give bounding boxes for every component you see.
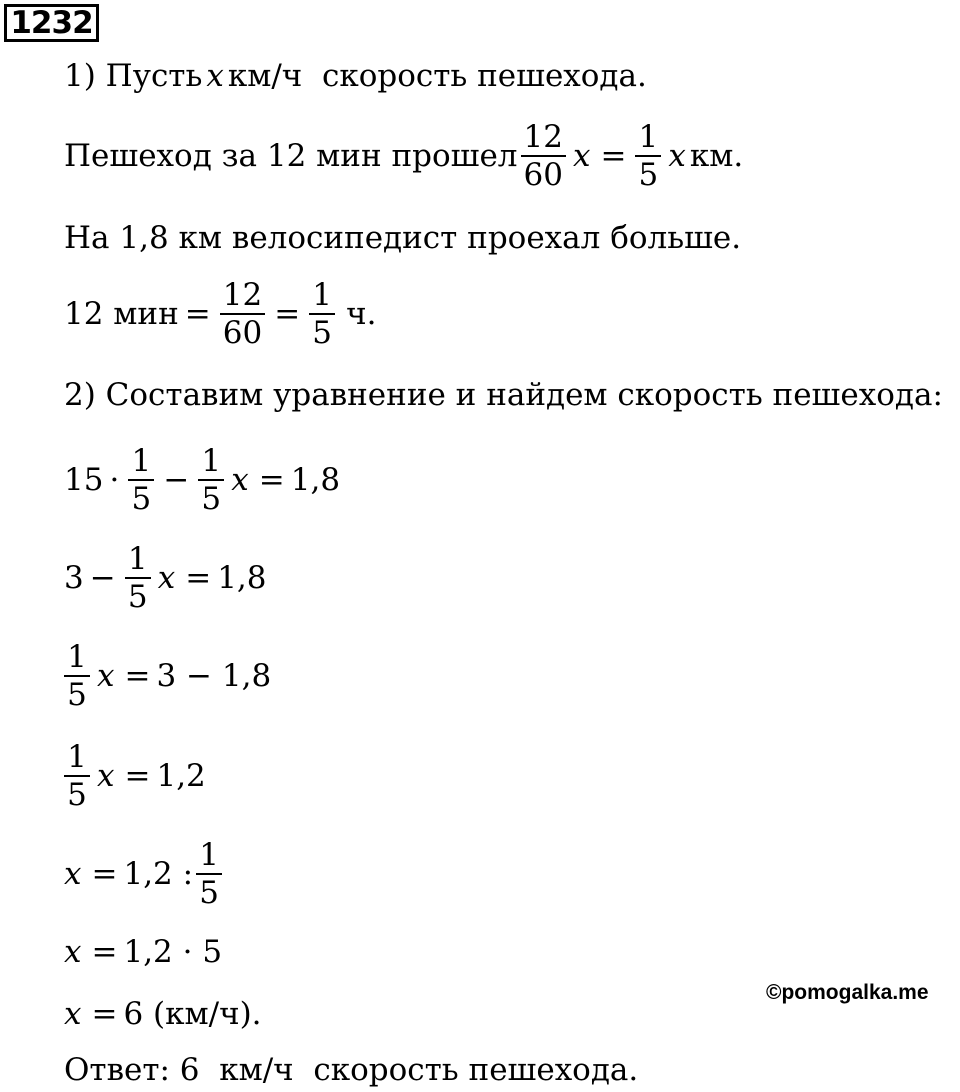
fraction-1-5 xyxy=(309,278,335,350)
equals-sign: = xyxy=(185,560,212,596)
fraction-1-5 xyxy=(196,838,222,910)
line-6-number: 15 xyxy=(64,462,104,498)
line-12-text: 6 (км/ч). xyxy=(123,996,262,1032)
fraction-numerator: 1 xyxy=(198,444,224,481)
line-4 xyxy=(64,278,377,350)
fraction-denominator: 5 xyxy=(67,777,87,813)
fraction-numerator: 12 xyxy=(521,120,566,157)
variable-x: x xyxy=(64,934,82,970)
fraction-12-60 xyxy=(521,120,566,192)
line-5-text: 2) Составим уравнение и найдем скорость пешехода: xyxy=(64,377,943,413)
fraction-1-5 xyxy=(64,740,90,812)
watermark: ©pomogalka.me xyxy=(766,981,929,1004)
fraction-12-60 xyxy=(220,278,265,350)
fraction-numerator: 1 xyxy=(196,838,222,875)
equals-sign: = xyxy=(91,934,118,970)
line-4-text-end: ч. xyxy=(346,296,377,332)
line-6-result: 1,8 xyxy=(290,462,341,498)
variable-x: x xyxy=(64,996,82,1032)
line-12 xyxy=(64,996,262,1032)
variable-x: x xyxy=(97,658,115,694)
line-2-text-end: км. xyxy=(689,138,744,174)
line-13-answer xyxy=(64,1052,638,1088)
line-2-text-start: Пешеход за 12 мин прошел xyxy=(64,138,518,174)
fraction-denominator: 5 xyxy=(67,677,87,713)
line-6 xyxy=(64,444,340,516)
line-8-result: 3 − 1,8 xyxy=(156,658,272,694)
line-3 xyxy=(64,220,741,256)
fraction-1-5 xyxy=(635,120,661,192)
line-9 xyxy=(64,740,206,812)
fraction-denominator: 5 xyxy=(312,315,333,351)
line-8 xyxy=(64,640,271,712)
fraction-denominator: 5 xyxy=(127,579,148,615)
task-number-box: 1232 xyxy=(4,4,99,42)
line-10-text: 1,2 : xyxy=(123,856,194,892)
multiply-dot: · xyxy=(109,462,120,498)
variable-x: x xyxy=(64,856,82,892)
fraction-numerator: 1 xyxy=(64,740,90,777)
line-1-text-start: 1) Пусть xyxy=(64,58,203,94)
variable-x: x xyxy=(157,560,176,596)
line-3-text: На 1,8 км велосипедист проехал больше. xyxy=(64,220,742,256)
fraction-numerator: 12 xyxy=(220,278,265,315)
fraction-numerator: 1 xyxy=(635,120,661,157)
fraction-numerator: 1 xyxy=(128,444,154,481)
equals-sign: = xyxy=(184,296,211,332)
fraction-denominator: 5 xyxy=(131,481,152,517)
line-11-text: 1,2 · 5 xyxy=(123,934,223,970)
equals-sign: = xyxy=(124,758,151,794)
answer-text: Ответ: 6 км/ч скорость пешехода. xyxy=(64,1052,639,1088)
fraction-1-5 xyxy=(64,640,90,712)
fraction-numerator: 1 xyxy=(64,640,90,677)
equals-sign: = xyxy=(274,296,301,332)
variable-x: x xyxy=(97,758,115,794)
fraction-numerator: 1 xyxy=(309,278,335,315)
equals-sign: = xyxy=(124,658,151,694)
fraction-1-5 xyxy=(198,444,224,516)
minus-sign: − xyxy=(89,560,116,596)
line-7-result: 1,8 xyxy=(217,560,267,596)
equals-sign: = xyxy=(91,856,118,892)
equals-sign: = xyxy=(258,462,285,498)
variable-x: x xyxy=(231,462,249,498)
variable-x: x xyxy=(668,138,686,174)
fraction-denominator: 5 xyxy=(638,157,659,193)
fraction-1-5 xyxy=(125,542,151,614)
fraction-numerator: 1 xyxy=(125,542,151,579)
fraction-denominator: 60 xyxy=(222,315,263,351)
line-2 xyxy=(64,120,743,192)
equals-sign: = xyxy=(91,996,118,1032)
line-10 xyxy=(64,838,225,910)
line-9-result: 1,2 xyxy=(156,758,206,794)
line-11 xyxy=(64,934,222,970)
minus-sign: − xyxy=(163,462,190,498)
fraction-denominator: 60 xyxy=(523,157,563,193)
fraction-denominator: 5 xyxy=(199,875,219,911)
fraction-1-5 xyxy=(128,444,154,516)
equals-sign: = xyxy=(600,138,627,174)
fraction-denominator: 5 xyxy=(201,481,222,517)
variable-x: x xyxy=(572,138,591,174)
line-5 xyxy=(64,377,943,413)
line-1 xyxy=(64,58,647,94)
variable-x: x xyxy=(206,58,224,94)
line-1-text-end: км/ч скорость пешехода. xyxy=(227,58,647,94)
line-7 xyxy=(64,542,267,614)
line-7-number: 3 xyxy=(64,560,84,596)
line-4-text-start: 12 мин xyxy=(64,296,179,332)
